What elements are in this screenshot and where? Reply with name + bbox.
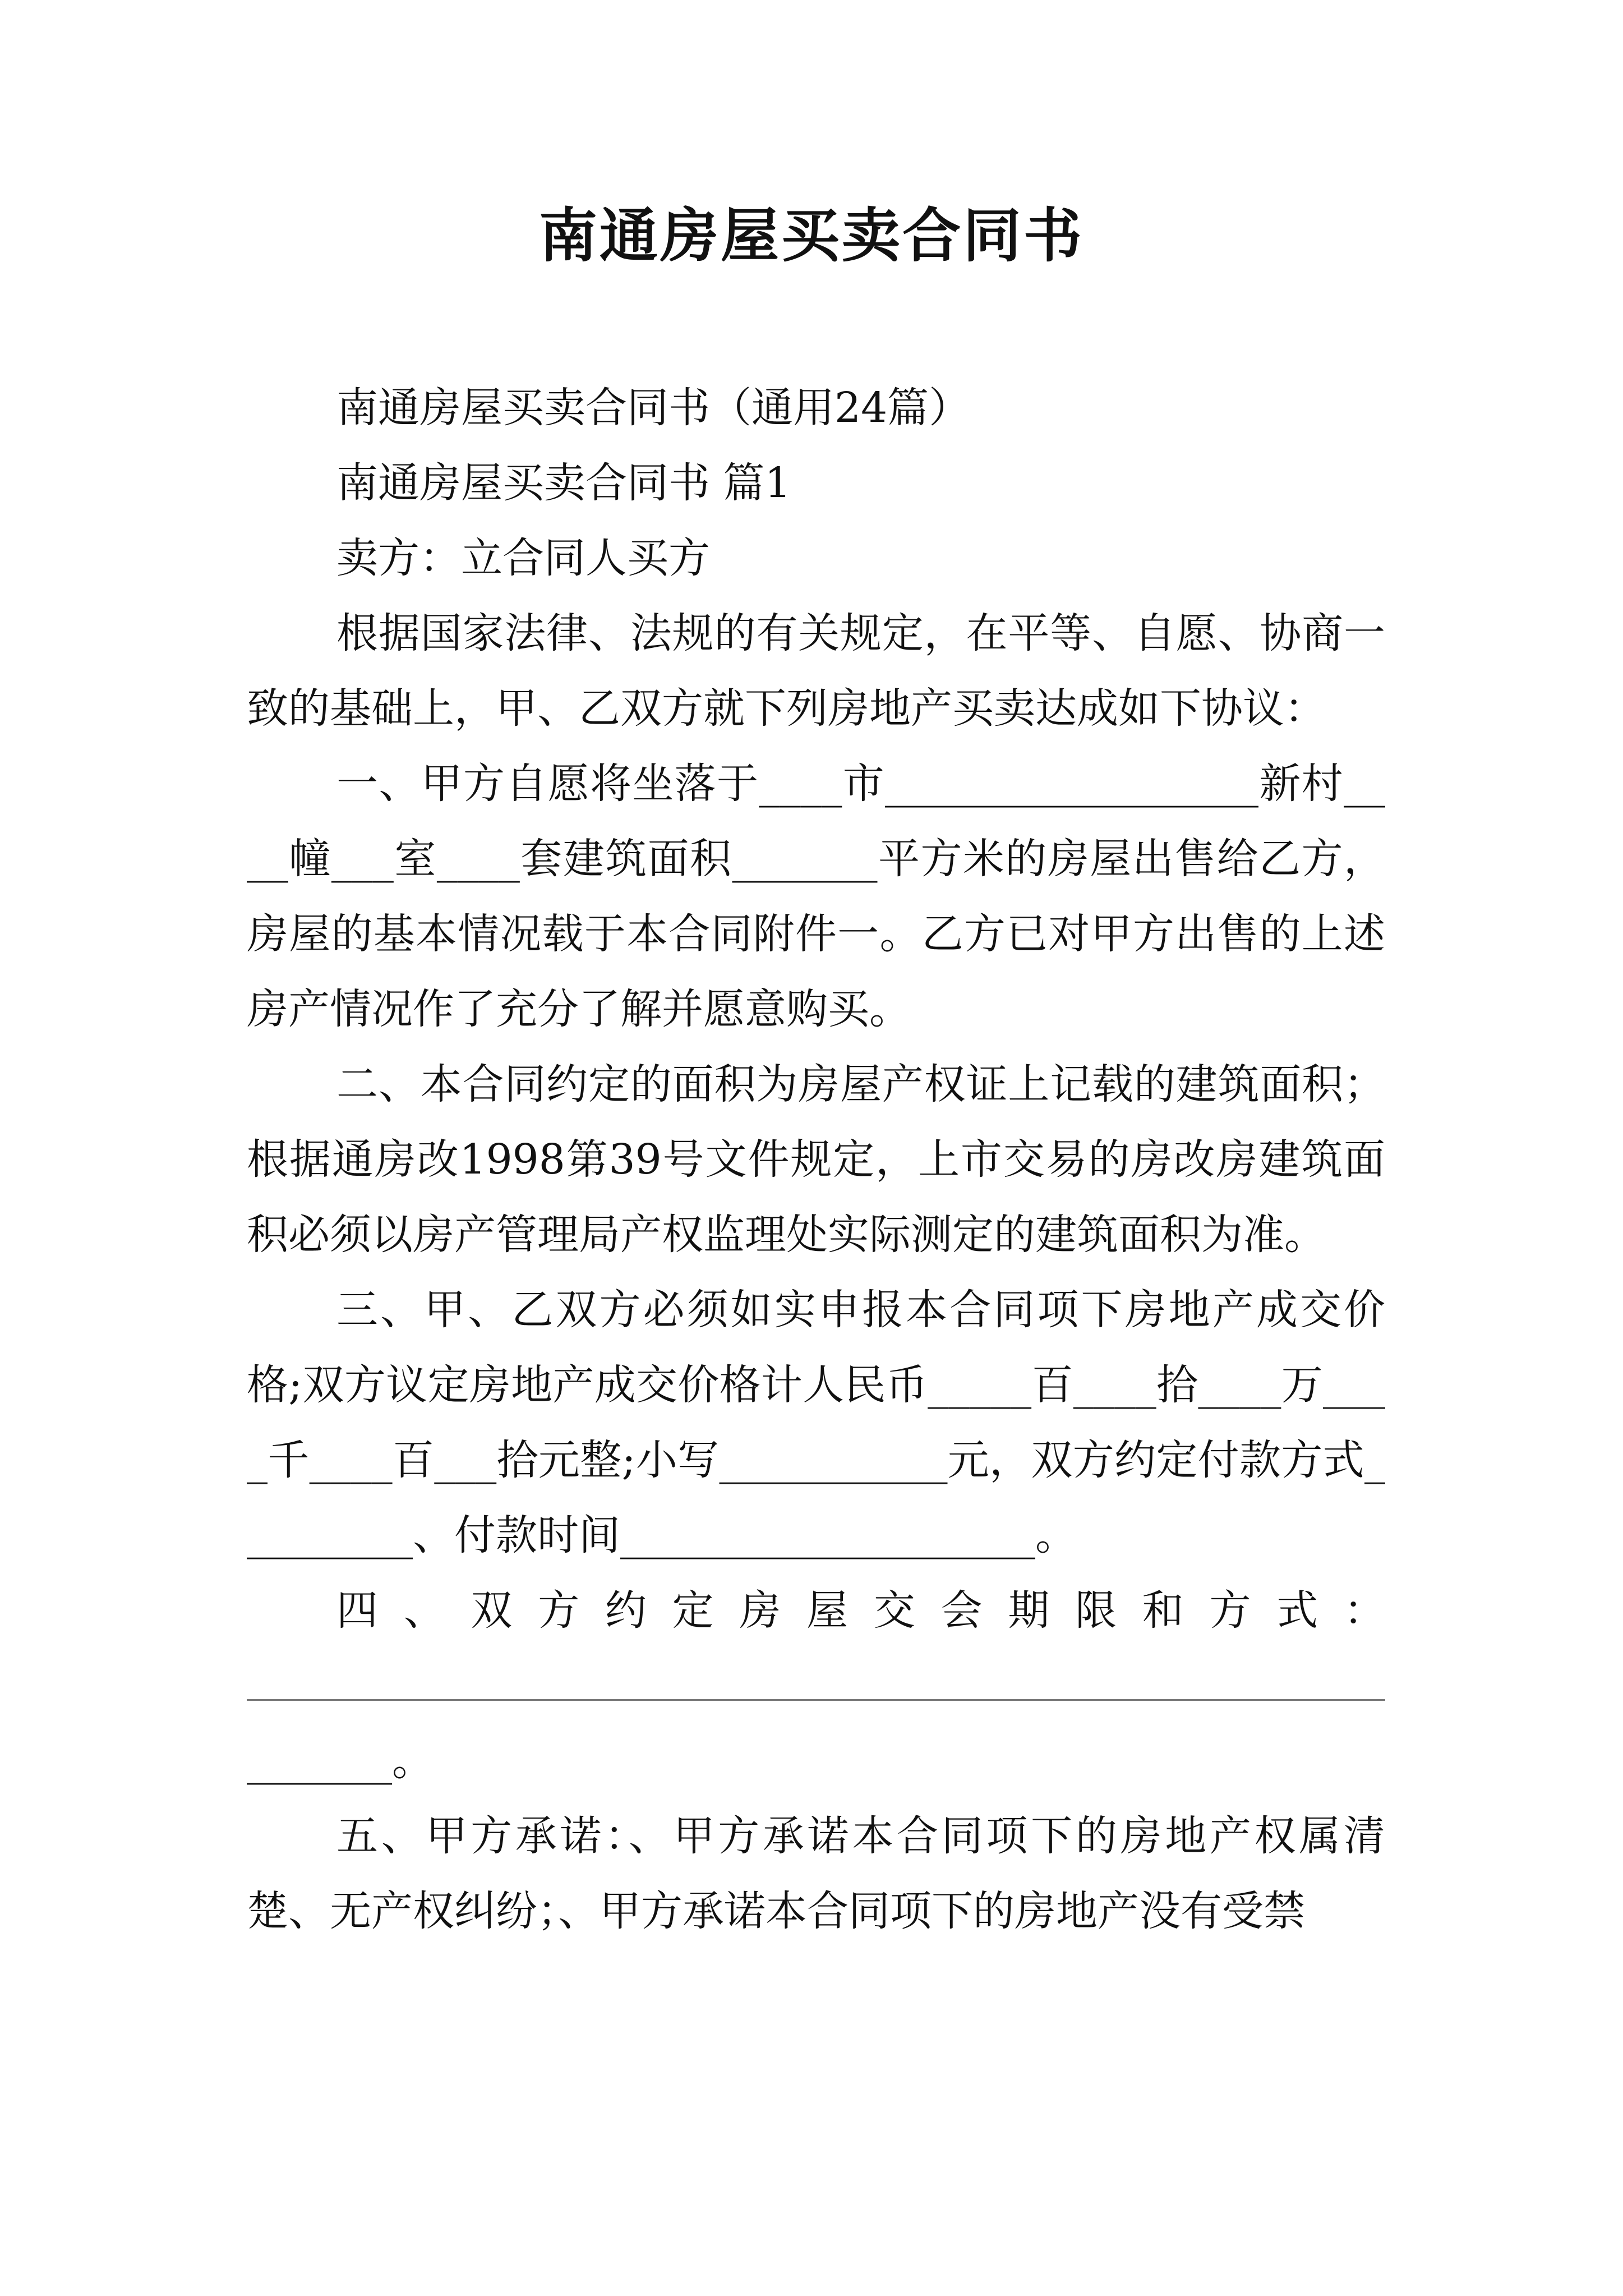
clause-2-paragraph: 二、本合同约定的面积为房屋产权证上记载的建筑面积；根据通房改1998第39号文件规定，上市交易的房改房建筑面积必须以房产管理局产权监理处实际测定的建筑面积为准。 xyxy=(247,1060,1385,1259)
subtitle-paragraph: 南通房屋买卖合同书（通用24篇） xyxy=(336,384,971,432)
clause-5-paragraph: 五、甲方承诺：、甲方承诺本合同项下的房地产权属清楚、无产权纠纷；、甲方承诺本合同项下的房地产没有受禁 xyxy=(247,1812,1385,1935)
clause-1-paragraph: 一、甲方自愿将坐落于____市__________________新村____幢___室____套建筑面积_______平方米的房屋出售给乙方，房屋的基本情况载于本合同附件一。乙方已对甲方出售的上述房产情况作了充分了解并愿意购买。 xyxy=(247,760,1385,1033)
parties-paragraph: 卖方：立合同人买方 xyxy=(336,534,710,582)
clause-4-paragraph: 四、双方约定房屋交会期限和方式： xyxy=(336,1586,1385,1635)
section-heading: 南通房屋买卖合同书 篇1 xyxy=(336,459,791,507)
document-body xyxy=(247,370,1385,1949)
fill-in-blank-line xyxy=(247,1626,1385,1701)
clause-3-paragraph: 三、甲、乙双方必须如实申报本合同项下房地产成交价格;双方议定房地产成交价格计人民币_____百____拾____万____千____百___拾元整;小写___________元，双方约定付款方式_________、付款时间____________________。 xyxy=(247,1286,1385,1559)
preamble-paragraph: 根据国家法律、法规的有关规定，在平等、自愿、协商一致的基础上，甲、乙双方就下列房地产买卖达成如下协议： xyxy=(247,609,1385,733)
clause-4-continuation: _______。 xyxy=(247,1737,434,1785)
document-title: 南通房屋买卖合同书 xyxy=(538,201,1084,270)
